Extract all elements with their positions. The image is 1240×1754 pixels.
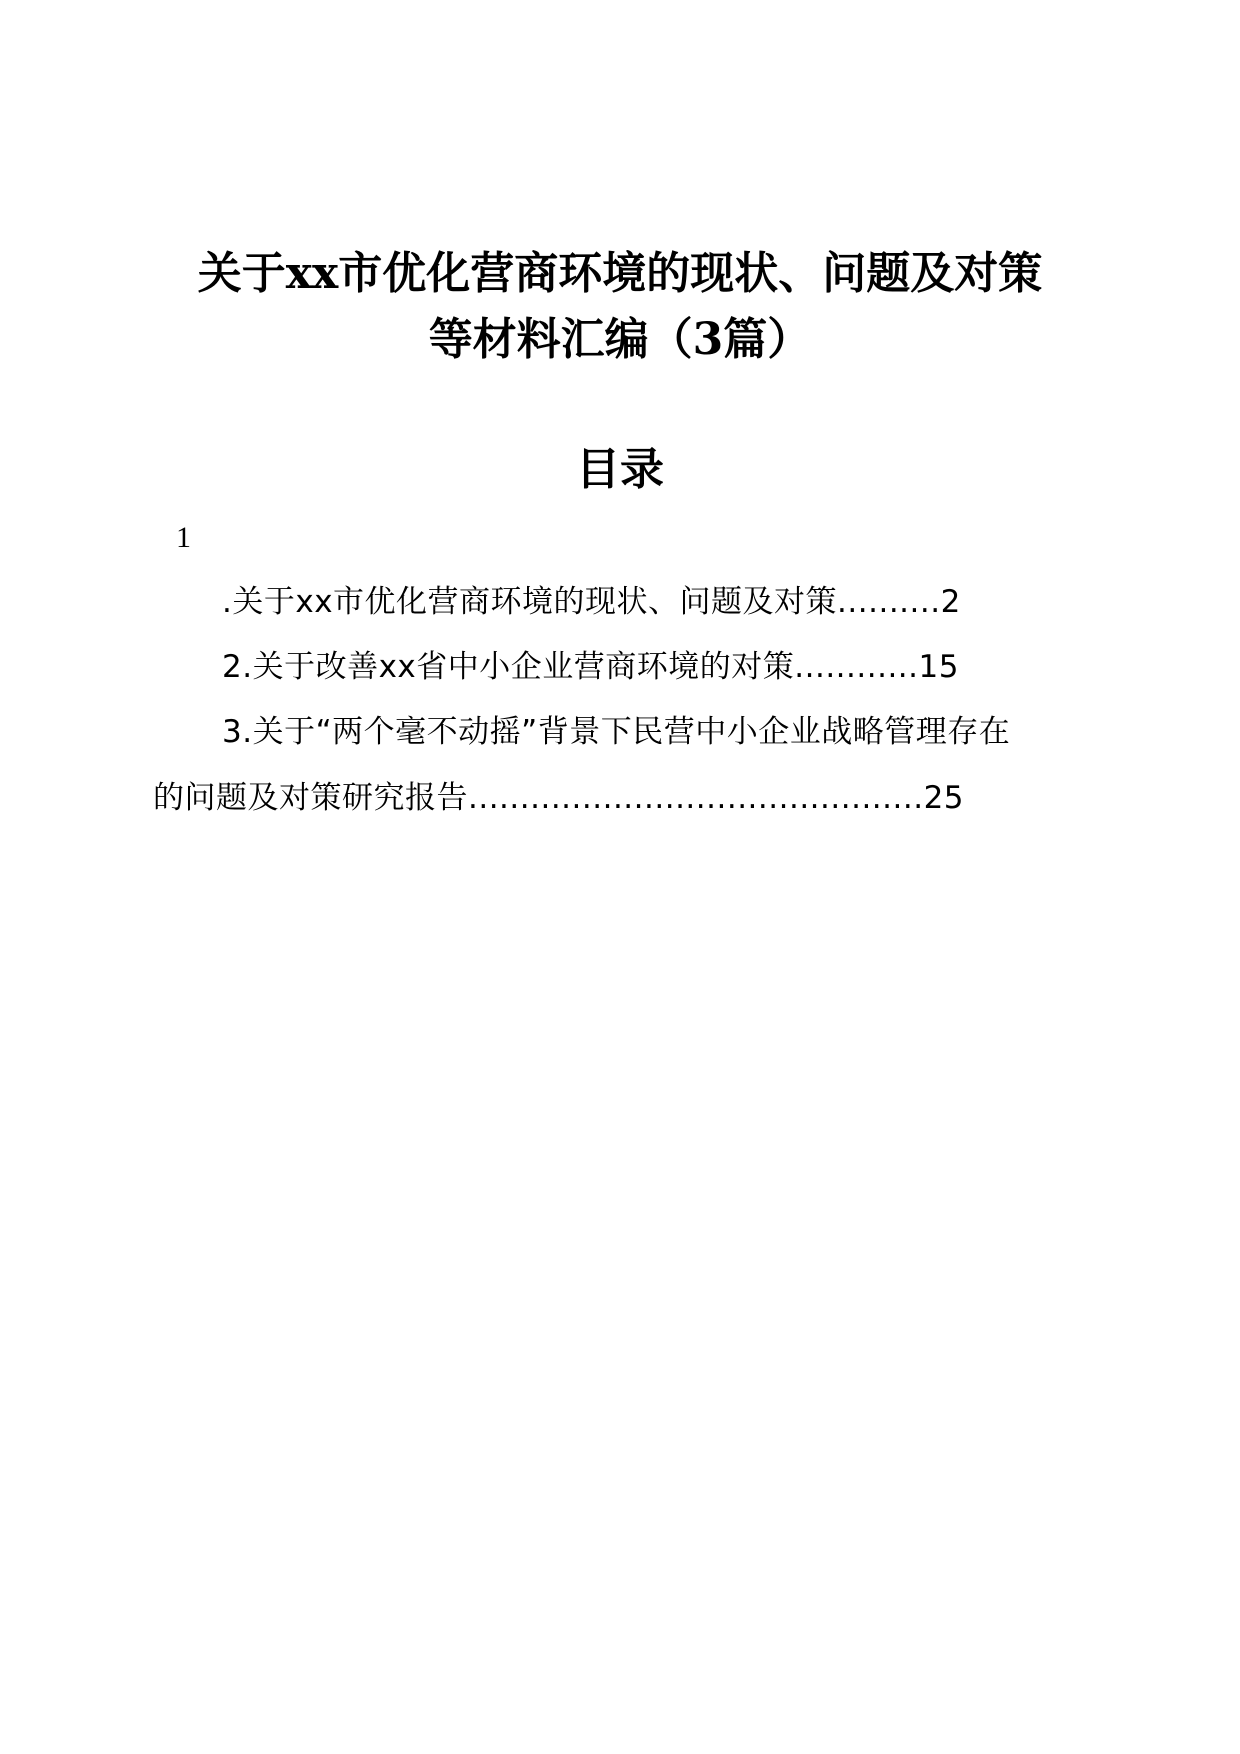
toc-entry-1-link[interactable]: .关于xx市优化营商环境的现状、问题及对策..........2 [222, 584, 961, 620]
toc-entry-3-link-part-2[interactable]: 的问题及对策研究报告............................................25 [153, 780, 965, 816]
page-marker: 1 [176, 521, 191, 554]
document-title-line-2: 等材料汇编（3篇） [428, 314, 812, 365]
toc-entry-1[interactable] [222, 582, 961, 622]
toc-entry-3-line-1[interactable] [222, 712, 1010, 752]
toc-heading: 目录 [576, 444, 664, 495]
toc-entry-2-link[interactable]: 2.关于改善xx省中小企业营商环境的对策............15 [222, 649, 959, 685]
toc-entry-2[interactable] [222, 647, 959, 687]
toc-entry-3-line-2[interactable] [153, 778, 964, 818]
toc-entry-3-link-part-1[interactable]: 3.关于“两个毫不动摇”背景下民营中小企业战略管理存在 [222, 714, 1011, 750]
document-title-line-1: 关于xx市优化营商环境的现状、问题及对策 [197, 248, 1043, 299]
